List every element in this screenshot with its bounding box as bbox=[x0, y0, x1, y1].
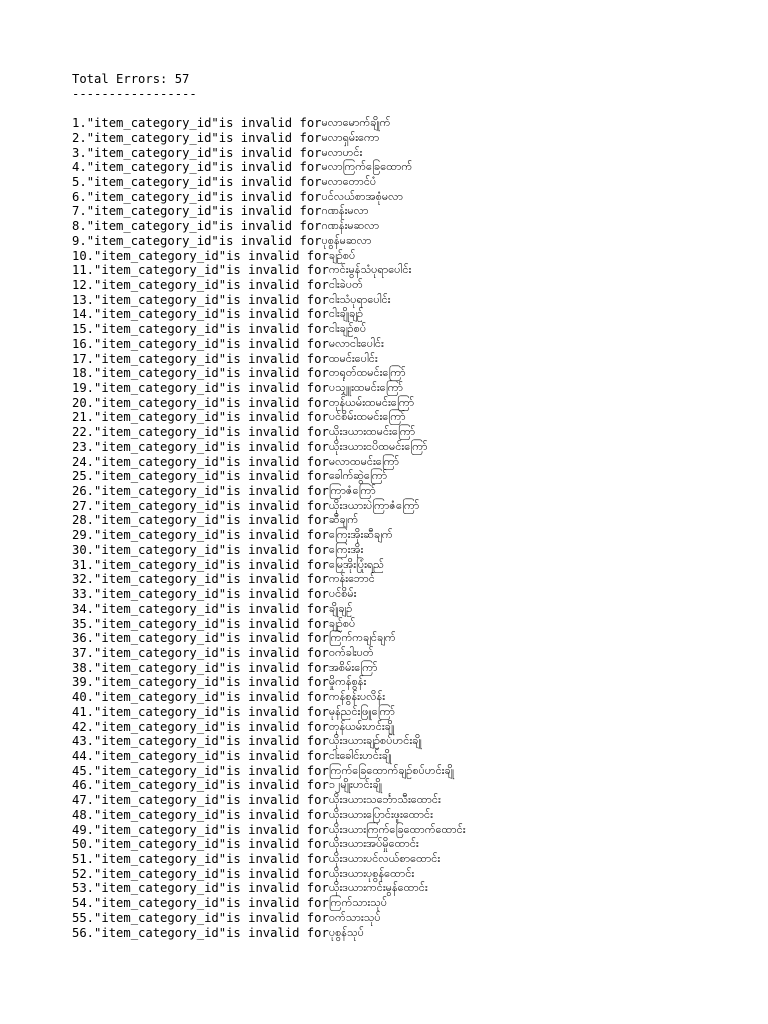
error-item-name: ကြက်ခြေထောက်ချဉ်စပ်ဟင်းချို bbox=[328, 763, 454, 777]
error-field: "item_category_id" bbox=[86, 204, 219, 219]
error-item-name: မလာရှမ်းကော bbox=[321, 130, 380, 144]
list-item bbox=[72, 778, 752, 793]
error-item-name: ထမင်းပေါင်း bbox=[328, 351, 378, 365]
error-number: 50. bbox=[72, 837, 95, 852]
error-field: "item_category_id" bbox=[94, 395, 227, 410]
error-phrase: is invalid for bbox=[226, 896, 329, 911]
error-item-name: တုန်ယမ်းဟင်းချို bbox=[328, 719, 395, 733]
error-item-name: ယိုးဒယားချဉ်စပ်ဟင်းချို bbox=[328, 734, 422, 748]
error-number: 37. bbox=[72, 645, 95, 660]
error-number: 35. bbox=[72, 616, 95, 631]
list-item bbox=[72, 175, 752, 190]
error-field: "item_category_id" bbox=[94, 381, 227, 395]
list-item bbox=[72, 823, 752, 838]
list-item bbox=[72, 646, 752, 661]
error-item-name: ဝက်ခါးပတ် bbox=[328, 645, 374, 659]
error-phrase: is invalid for bbox=[226, 410, 329, 425]
error-number: 4. bbox=[72, 160, 87, 175]
list-item bbox=[72, 322, 752, 337]
list-item bbox=[72, 543, 752, 558]
error-number: 20. bbox=[72, 395, 95, 410]
list-item bbox=[72, 131, 752, 146]
error-phrase: is invalid for bbox=[218, 189, 322, 204]
list-item bbox=[72, 410, 752, 425]
error-number: 21. bbox=[72, 410, 95, 425]
error-number: 26. bbox=[72, 484, 95, 499]
error-number: 11. bbox=[72, 263, 95, 278]
error-phrase: is invalid for bbox=[218, 233, 322, 248]
list-item bbox=[72, 337, 752, 352]
error-phrase: is invalid for bbox=[218, 130, 322, 145]
error-phrase: is invalid for bbox=[226, 469, 329, 484]
error-item-name: မလာမောက်ချိုက် bbox=[321, 116, 391, 130]
error-number: 52. bbox=[72, 866, 95, 881]
error-field: "item_category_id" bbox=[94, 881, 227, 896]
spacer bbox=[72, 101, 752, 116]
list-item bbox=[72, 263, 752, 278]
error-field: "item_category_id" bbox=[86, 160, 219, 175]
error-item-name: ငါးချဉ်စပ် bbox=[328, 322, 367, 336]
list-item bbox=[72, 425, 752, 440]
error-phrase: is invalid for bbox=[226, 822, 329, 837]
error-item-name: ယိုးဒယားပြောင်းဖူးထောင်း bbox=[328, 807, 433, 821]
error-item-name: ယိုးဒယားငပိထမင်းကြော် bbox=[328, 439, 428, 453]
list-item bbox=[72, 690, 752, 705]
error-phrase: is invalid for bbox=[226, 616, 329, 631]
error-number: 47. bbox=[72, 793, 95, 808]
error-number: 43. bbox=[72, 734, 95, 749]
error-phrase: is invalid for bbox=[226, 366, 329, 381]
list-item bbox=[72, 749, 752, 764]
error-field: "item_category_id" bbox=[94, 498, 227, 513]
error-field: "item_category_id" bbox=[94, 793, 227, 808]
error-report bbox=[72, 72, 752, 940]
error-item-name: ကန်စွန်းပလိန်း bbox=[328, 690, 386, 704]
error-number: 7. bbox=[72, 204, 87, 219]
error-phrase: is invalid for bbox=[226, 307, 329, 322]
list-item bbox=[72, 572, 752, 587]
error-number: 14. bbox=[72, 307, 95, 322]
error-number: 34. bbox=[72, 601, 95, 616]
error-item-name: ငါးခေါင်းဟင်းချို bbox=[328, 748, 392, 762]
error-item-name: ငါးခဲပတ် bbox=[328, 277, 363, 291]
error-phrase: is invalid for bbox=[226, 793, 329, 808]
error-item-name: မလာကြက်ခြေထောက် bbox=[321, 160, 413, 174]
error-field: "item_category_id" bbox=[94, 292, 227, 307]
error-item-name: မှိုကန်စွန်း bbox=[328, 675, 367, 689]
error-field: "item_category_id" bbox=[94, 704, 227, 719]
error-item-name: ကြာဇံကြော် bbox=[328, 484, 376, 498]
error-phrase: is invalid for bbox=[226, 557, 329, 572]
list-item bbox=[72, 926, 752, 941]
list-item bbox=[72, 720, 752, 735]
error-field: "item_category_id" bbox=[94, 587, 227, 602]
error-item-name: ယိုးဒယားကြက်ခြေထောက်ထောင်း bbox=[328, 822, 466, 836]
error-item-name: ယိုးဒယားပင်လယ်စာထောင်း bbox=[328, 852, 441, 865]
error-number: 12. bbox=[72, 277, 95, 292]
error-item-name: ချဉ်စပ် bbox=[328, 616, 356, 630]
list-item bbox=[72, 881, 752, 896]
list-item bbox=[72, 617, 752, 632]
error-number: 24. bbox=[72, 454, 95, 469]
error-item-name: ငါးချိုချဉ် bbox=[328, 307, 364, 321]
error-phrase: is invalid for bbox=[226, 425, 329, 440]
error-item-name: ယိုးဒယားပုစွန်ထောင်း bbox=[328, 866, 415, 880]
error-item-name: မုန်ညင်းဖြူကြော် bbox=[328, 704, 395, 718]
error-phrase: is invalid for bbox=[226, 704, 329, 719]
list-item bbox=[72, 307, 752, 322]
error-field: "item_category_id" bbox=[94, 513, 227, 528]
error-phrase: is invalid for bbox=[218, 204, 322, 219]
error-number: 6. bbox=[72, 189, 87, 204]
error-field: "item_category_id" bbox=[94, 351, 227, 366]
error-phrase: is invalid for bbox=[226, 866, 329, 881]
error-number: 33. bbox=[72, 587, 95, 602]
list-item bbox=[72, 631, 752, 646]
error-field: "item_category_id" bbox=[86, 233, 219, 248]
error-field: "item_category_id" bbox=[94, 748, 227, 763]
error-item-name: ၁၂မျိုးဟင်းချို bbox=[328, 778, 382, 792]
error-item-name: ယိုးဒယားသင်္ဘောသီးထောင်း bbox=[328, 793, 441, 807]
error-phrase: is invalid for bbox=[226, 292, 329, 307]
error-number: 48. bbox=[72, 807, 95, 822]
error-number: 15. bbox=[72, 322, 95, 337]
error-field: "item_category_id" bbox=[94, 601, 227, 616]
list-item bbox=[72, 293, 752, 308]
error-field: "item_category_id" bbox=[94, 866, 227, 881]
error-item-name: ချိုချဉ် bbox=[328, 601, 353, 615]
list-item bbox=[72, 793, 752, 808]
error-item-name: ပင်စိမ်းထမင်းကြော် bbox=[328, 410, 406, 424]
error-number: 53. bbox=[72, 881, 95, 896]
list-item bbox=[72, 896, 752, 911]
error-number: 49. bbox=[72, 822, 95, 837]
error-number: 13. bbox=[72, 292, 95, 307]
error-phrase: is invalid for bbox=[226, 852, 329, 866]
error-number: 8. bbox=[72, 219, 87, 234]
list-item bbox=[72, 911, 752, 926]
error-field: "item_category_id" bbox=[94, 484, 227, 499]
error-number: 32. bbox=[72, 572, 95, 587]
error-field: "item_category_id" bbox=[94, 454, 227, 469]
list-item bbox=[72, 675, 752, 690]
error-number: 44. bbox=[72, 748, 95, 763]
error-field: "item_category_id" bbox=[94, 778, 227, 793]
error-item-name: ပုစွန်သုပ် bbox=[328, 925, 364, 939]
error-phrase: is invalid for bbox=[226, 660, 329, 675]
error-field: "item_category_id" bbox=[94, 925, 227, 940]
error-field: "item_category_id" bbox=[94, 645, 227, 660]
error-field: "item_category_id" bbox=[94, 763, 227, 778]
error-item-name: ကြက်ကချင်ချက် bbox=[328, 631, 396, 645]
list-item bbox=[72, 249, 752, 264]
list-item bbox=[72, 381, 752, 396]
error-number: 55. bbox=[72, 910, 95, 925]
error-phrase: is invalid for bbox=[226, 719, 329, 734]
error-item-name: မလာငါးပေါင်း bbox=[328, 336, 384, 350]
error-phrase: is invalid for bbox=[226, 763, 329, 778]
error-field: "item_category_id" bbox=[86, 116, 219, 131]
error-phrase: is invalid for bbox=[226, 807, 329, 822]
error-phrase: is invalid for bbox=[226, 542, 329, 557]
list-item bbox=[72, 440, 752, 455]
error-field: "item_category_id" bbox=[94, 734, 227, 749]
error-item-name: ယိုးဒယားအပ်မှိုထောင်း bbox=[328, 837, 419, 851]
error-field: "item_category_id" bbox=[94, 528, 227, 543]
error-phrase: is invalid for bbox=[226, 734, 329, 749]
error-phrase: is invalid for bbox=[226, 601, 329, 616]
error-item-name: ယိုးဒယားထမင်းကြော် bbox=[328, 425, 416, 439]
error-phrase: is invalid for bbox=[226, 748, 329, 763]
error-item-name: ကန်းဘောင် bbox=[328, 572, 375, 586]
error-phrase: is invalid for bbox=[226, 322, 329, 337]
error-number: 23. bbox=[72, 439, 95, 454]
error-number: 22. bbox=[72, 425, 95, 440]
error-item-name: ဆီချက် bbox=[328, 513, 359, 527]
error-phrase: is invalid for bbox=[226, 263, 329, 278]
list-item bbox=[72, 734, 752, 749]
list-item bbox=[72, 705, 752, 720]
error-number: 42. bbox=[72, 719, 95, 734]
error-number: 31. bbox=[72, 557, 95, 572]
error-item-name: ငါးသံပုရာပေါင်း bbox=[328, 292, 391, 306]
error-phrase: is invalid for bbox=[226, 910, 329, 925]
error-field: "item_category_id" bbox=[94, 307, 227, 322]
error-phrase: is invalid for bbox=[226, 881, 329, 896]
error-number: 28. bbox=[72, 513, 95, 528]
list-item bbox=[72, 764, 752, 779]
error-number: 38. bbox=[72, 660, 95, 675]
error-phrase: is invalid for bbox=[226, 454, 329, 469]
error-number: 45. bbox=[72, 763, 95, 778]
error-field: "item_category_id" bbox=[94, 425, 227, 440]
error-item-name: ကြက်သားသုပ် bbox=[328, 896, 388, 910]
error-item-name: ယိုးဒယားပဲကြာဇံကြော် bbox=[328, 498, 420, 512]
error-phrase: is invalid for bbox=[226, 439, 329, 454]
error-field: "item_category_id" bbox=[86, 130, 219, 145]
list-item bbox=[72, 234, 752, 249]
error-phrase: is invalid for bbox=[226, 631, 329, 646]
error-list bbox=[72, 116, 752, 940]
error-phrase: is invalid for bbox=[226, 513, 329, 528]
error-number: 1. bbox=[72, 116, 87, 131]
error-item-name: မြေအိုးပြုံးရည် bbox=[328, 557, 384, 571]
error-number: 19. bbox=[72, 381, 95, 395]
error-phrase: is invalid for bbox=[226, 645, 329, 660]
error-field: "item_category_id" bbox=[94, 690, 227, 705]
list-item bbox=[72, 204, 752, 219]
error-number: 2. bbox=[72, 130, 87, 145]
list-item bbox=[72, 867, 752, 882]
error-number: 18. bbox=[72, 366, 95, 381]
error-field: "item_category_id" bbox=[86, 189, 219, 204]
error-phrase: is invalid for bbox=[226, 395, 329, 410]
error-phrase: is invalid for bbox=[226, 381, 329, 395]
error-number: 3. bbox=[72, 145, 87, 160]
error-field: "item_category_id" bbox=[94, 410, 227, 425]
list-item bbox=[72, 558, 752, 573]
error-field: "item_category_id" bbox=[94, 322, 227, 337]
list-item bbox=[72, 602, 752, 617]
list-item bbox=[72, 366, 752, 381]
error-item-name: ချဉ်စပ် bbox=[328, 248, 356, 262]
error-number: 27. bbox=[72, 498, 95, 513]
error-phrase: is invalid for bbox=[226, 675, 329, 690]
error-field: "item_category_id" bbox=[94, 336, 227, 351]
error-field: "item_category_id" bbox=[86, 219, 219, 234]
error-item-name: ဂဏန်းမလာ bbox=[321, 204, 369, 218]
error-phrase: is invalid for bbox=[218, 174, 322, 189]
list-item bbox=[72, 661, 752, 676]
error-number: 54. bbox=[72, 896, 95, 911]
error-item-name: မလာဟင်း bbox=[321, 145, 363, 159]
error-item-name: ဝက်သားသုပ် bbox=[328, 910, 381, 924]
error-field: "item_category_id" bbox=[94, 557, 227, 572]
error-field: "item_category_id" bbox=[86, 145, 219, 160]
error-field: "item_category_id" bbox=[94, 837, 227, 852]
error-number: 56. bbox=[72, 925, 95, 940]
error-number: 30. bbox=[72, 542, 95, 557]
error-number: 51. bbox=[72, 852, 95, 866]
error-phrase: is invalid for bbox=[226, 837, 329, 852]
error-number: 9. bbox=[72, 233, 87, 248]
list-item bbox=[72, 352, 752, 367]
list-item bbox=[72, 528, 752, 543]
list-item bbox=[72, 278, 752, 293]
error-number: 39. bbox=[72, 675, 95, 690]
error-field: "item_category_id" bbox=[94, 263, 227, 278]
error-phrase: is invalid for bbox=[226, 248, 329, 263]
list-item bbox=[72, 808, 752, 823]
error-item-name: ပသျှူးထမင်းကြော် bbox=[328, 381, 404, 394]
error-phrase: is invalid for bbox=[218, 219, 322, 234]
error-item-name: ဂဏန်းမဆလာ bbox=[321, 219, 380, 233]
list-item bbox=[72, 499, 752, 514]
list-item bbox=[72, 219, 752, 234]
list-item bbox=[72, 160, 752, 175]
error-number: 46. bbox=[72, 778, 95, 793]
error-item-name: ပင်လယ်စာအစုံမလာ bbox=[321, 189, 403, 203]
error-number: 41. bbox=[72, 704, 95, 719]
error-number: 10. bbox=[72, 248, 95, 263]
error-field: "item_category_id" bbox=[94, 631, 227, 646]
error-item-name: မလာထမင်းကြော် bbox=[328, 454, 400, 468]
error-phrase: is invalid for bbox=[218, 160, 322, 175]
error-number: 40. bbox=[72, 690, 95, 705]
error-field: "item_category_id" bbox=[94, 807, 227, 822]
list-item bbox=[72, 396, 752, 411]
error-number: 17. bbox=[72, 351, 95, 366]
error-item-name: တုန်ယမ်းထမင်းကြော် bbox=[328, 395, 415, 409]
error-item-name: ပင်စိမ်း bbox=[328, 587, 357, 601]
error-phrase: is invalid for bbox=[226, 528, 329, 543]
error-field: "item_category_id" bbox=[94, 852, 227, 866]
error-phrase: is invalid for bbox=[218, 145, 322, 160]
error-number: 25. bbox=[72, 469, 95, 484]
error-item-name: ခေါက်ဆွဲကြော် bbox=[328, 469, 388, 483]
error-field: "item_category_id" bbox=[94, 469, 227, 484]
error-item-name: ယိုးဒယားကင်းမွန်ထောင်း bbox=[328, 881, 428, 895]
list-item bbox=[72, 513, 752, 528]
error-phrase: is invalid for bbox=[226, 778, 329, 793]
error-field: "item_category_id" bbox=[94, 660, 227, 675]
error-item-name: တရုတ်ထမင်းကြော် bbox=[328, 366, 406, 380]
error-field: "item_category_id" bbox=[94, 542, 227, 557]
error-number: 5. bbox=[72, 174, 87, 189]
error-phrase: is invalid for bbox=[226, 277, 329, 292]
error-field: "item_category_id" bbox=[94, 439, 227, 454]
error-item-name: ပုစွန်မဆလာ bbox=[321, 233, 372, 247]
list-item bbox=[72, 146, 752, 161]
total-errors-label: Total Errors: 57 bbox=[72, 72, 190, 86]
list-item bbox=[72, 587, 752, 602]
list-item bbox=[72, 190, 752, 205]
error-phrase: is invalid for bbox=[226, 351, 329, 366]
list-item bbox=[72, 852, 752, 867]
error-phrase: is invalid for bbox=[226, 336, 329, 351]
error-field: "item_category_id" bbox=[94, 910, 227, 925]
error-phrase: is invalid for bbox=[218, 116, 322, 131]
error-number: 36. bbox=[72, 631, 95, 646]
error-item-name: မလာတောင်ပံ bbox=[321, 174, 377, 188]
divider-line: ----------------- bbox=[72, 86, 197, 101]
error-field: "item_category_id" bbox=[94, 572, 227, 587]
error-phrase: is invalid for bbox=[226, 925, 329, 940]
error-item-name: အစိမ်းကြော် bbox=[328, 660, 378, 674]
list-item bbox=[72, 837, 752, 852]
error-item-name: ကြေးအိုး bbox=[328, 542, 364, 556]
error-field: "item_category_id" bbox=[86, 174, 219, 189]
error-field: "item_category_id" bbox=[94, 822, 227, 837]
error-field: "item_category_id" bbox=[94, 248, 227, 263]
list-item bbox=[72, 484, 752, 499]
error-phrase: is invalid for bbox=[226, 484, 329, 499]
error-phrase: is invalid for bbox=[226, 690, 329, 705]
error-field: "item_category_id" bbox=[94, 616, 227, 631]
error-field: "item_category_id" bbox=[94, 896, 227, 911]
error-item-name: ကြေးအိုးဆီချက် bbox=[328, 528, 393, 542]
list-item bbox=[72, 116, 752, 131]
error-number: 29. bbox=[72, 528, 95, 543]
error-field: "item_category_id" bbox=[94, 277, 227, 292]
list-item bbox=[72, 455, 752, 470]
error-number: 16. bbox=[72, 336, 95, 351]
error-field: "item_category_id" bbox=[94, 366, 227, 381]
list-item bbox=[72, 469, 752, 484]
error-field: "item_category_id" bbox=[94, 719, 227, 734]
error-phrase: is invalid for bbox=[226, 587, 329, 602]
error-field: "item_category_id" bbox=[94, 675, 227, 690]
error-phrase: is invalid for bbox=[226, 572, 329, 587]
error-item-name: ကင်းမွန်သံပုရာပေါင်း bbox=[328, 263, 412, 277]
error-phrase: is invalid for bbox=[226, 498, 329, 513]
